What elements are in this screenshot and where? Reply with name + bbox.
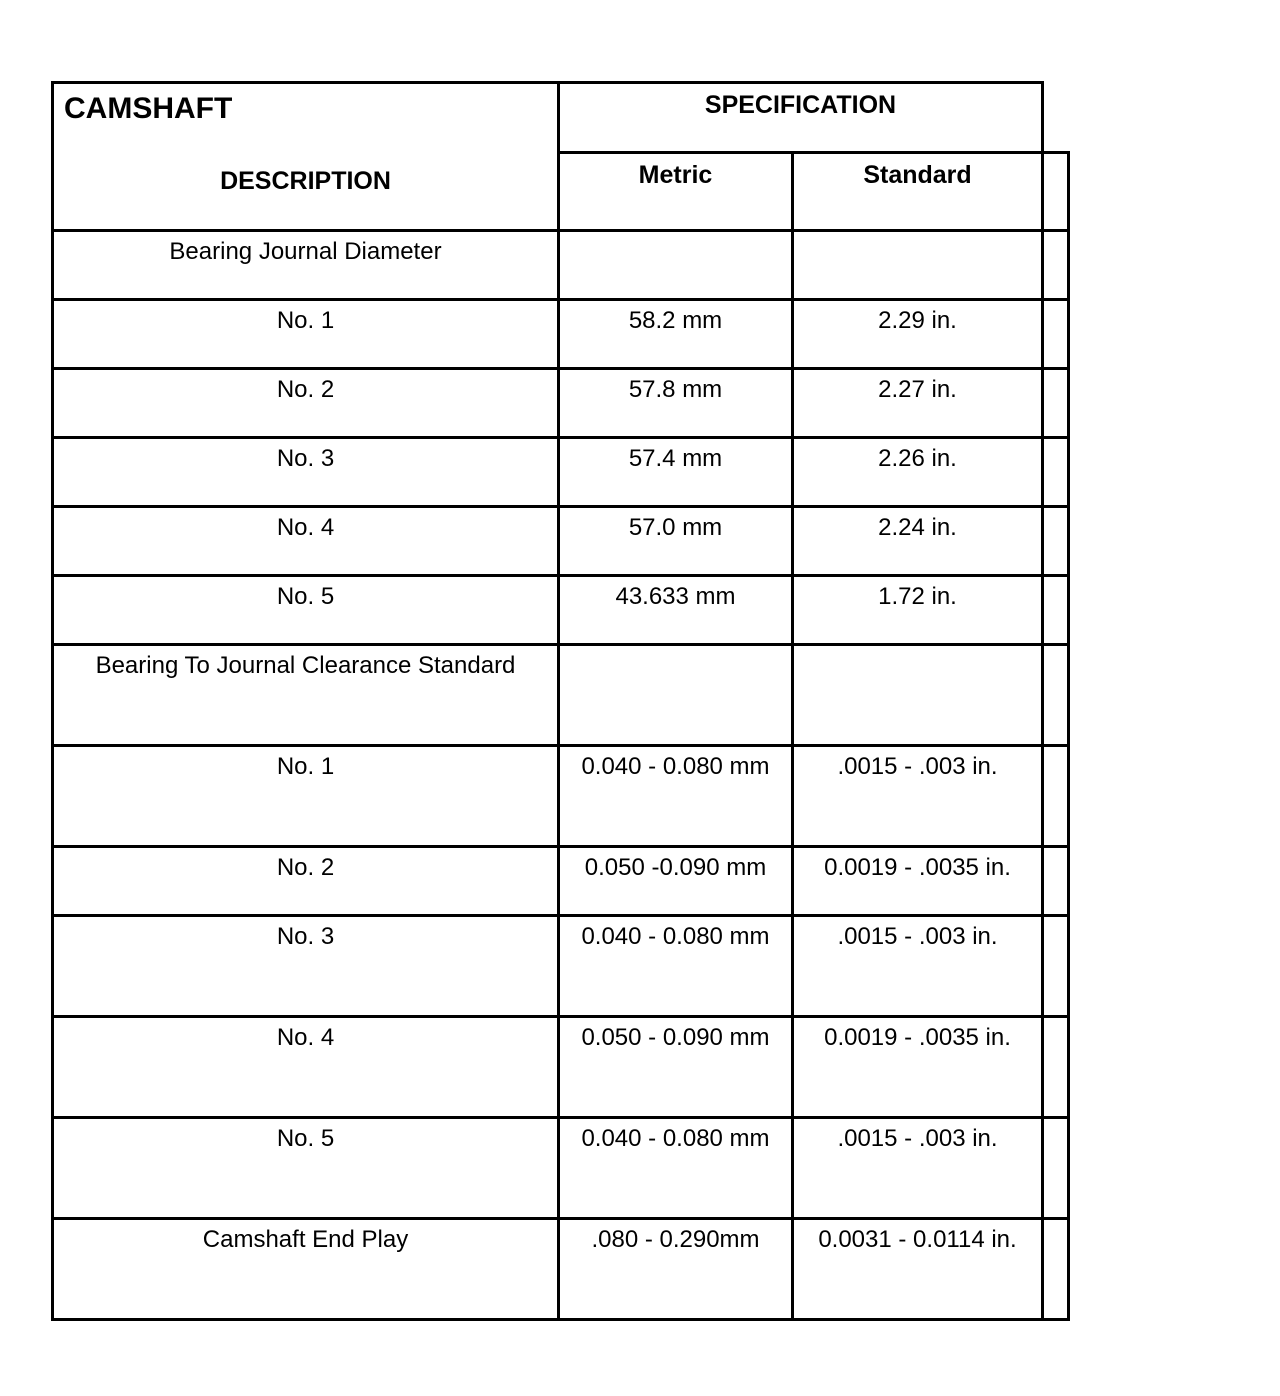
row-description: No. 5 [53, 576, 559, 645]
table-row [53, 1017, 1069, 1118]
row-metric [559, 231, 793, 300]
row-description: No. 4 [53, 507, 559, 576]
row-standard [793, 645, 1043, 746]
row-description: No. 5 [53, 1118, 559, 1219]
description-header: DESCRIPTION [220, 167, 391, 195]
edge-cell [1043, 847, 1069, 916]
table-row [53, 746, 1069, 847]
row-description: Camshaft End Play [53, 1219, 559, 1320]
specification-header: SPECIFICATION [559, 83, 1043, 153]
row-standard: 0.0031 - 0.0114 in. [793, 1219, 1043, 1320]
table-row [53, 916, 1069, 1017]
table-row [53, 847, 1069, 916]
row-metric: 57.4 mm [559, 438, 793, 507]
edge-cell [1043, 153, 1069, 231]
edge-cell [1043, 369, 1069, 438]
row-description: Bearing To Journal Clearance Standard [53, 645, 559, 746]
row-description: No. 3 [53, 438, 559, 507]
row-standard: 1.72 in. [793, 576, 1043, 645]
row-standard: .0015 - .003 in. [793, 916, 1043, 1017]
row-standard: .0015 - .003 in. [793, 1118, 1043, 1219]
edge-cell [1043, 507, 1069, 576]
row-metric: 57.0 mm [559, 507, 793, 576]
row-description: No. 1 [53, 300, 559, 369]
table-row [53, 300, 1069, 369]
edge-cell [1043, 438, 1069, 507]
header-row-top [53, 83, 1069, 153]
row-standard: 0.0019 - .0035 in. [793, 847, 1043, 916]
table-row [53, 507, 1069, 576]
row-metric [559, 645, 793, 746]
edge-cell [1043, 1118, 1069, 1219]
edge-cell [1043, 916, 1069, 1017]
row-description: No. 2 [53, 847, 559, 916]
row-metric: 0.050 -0.090 mm [559, 847, 793, 916]
row-metric: .080 - 0.290mm [559, 1219, 793, 1320]
table-row [53, 645, 1069, 746]
edge-cell [1043, 645, 1069, 746]
row-metric: 0.050 - 0.090 mm [559, 1017, 793, 1118]
edge-cell [1043, 300, 1069, 369]
row-description: No. 1 [53, 746, 559, 847]
title-cell [53, 83, 559, 231]
row-metric: 58.2 mm [559, 300, 793, 369]
table-row [53, 1219, 1069, 1320]
edge-cell [1043, 231, 1069, 300]
table-row [53, 438, 1069, 507]
row-metric: 0.040 - 0.080 mm [559, 1118, 793, 1219]
header-edge-blank [1043, 83, 1069, 153]
row-metric: 57.8 mm [559, 369, 793, 438]
row-standard: 2.24 in. [793, 507, 1043, 576]
row-metric: 43.633 mm [559, 576, 793, 645]
edge-cell [1043, 1017, 1069, 1118]
camshaft-spec-table [51, 81, 1070, 1321]
row-description: No. 4 [53, 1017, 559, 1118]
row-standard: .0015 - .003 in. [793, 746, 1043, 847]
row-metric: 0.040 - 0.080 mm [559, 916, 793, 1017]
table-row [53, 231, 1069, 300]
row-standard: 2.27 in. [793, 369, 1043, 438]
row-description: Bearing Journal Diameter [53, 231, 559, 300]
edge-cell [1043, 746, 1069, 847]
table-row [53, 576, 1069, 645]
row-standard [793, 231, 1043, 300]
table-title: CAMSHAFT [64, 92, 233, 125]
row-description: No. 3 [53, 916, 559, 1017]
standard-header: Standard [793, 153, 1043, 231]
row-description: No. 2 [53, 369, 559, 438]
edge-cell [1043, 576, 1069, 645]
table-row [53, 1118, 1069, 1219]
table-row [53, 369, 1069, 438]
row-standard: 2.26 in. [793, 438, 1043, 507]
row-standard: 0.0019 - .0035 in. [793, 1017, 1043, 1118]
metric-header: Metric [559, 153, 793, 231]
edge-cell [1043, 1219, 1069, 1320]
row-standard: 2.29 in. [793, 300, 1043, 369]
row-metric: 0.040 - 0.080 mm [559, 746, 793, 847]
